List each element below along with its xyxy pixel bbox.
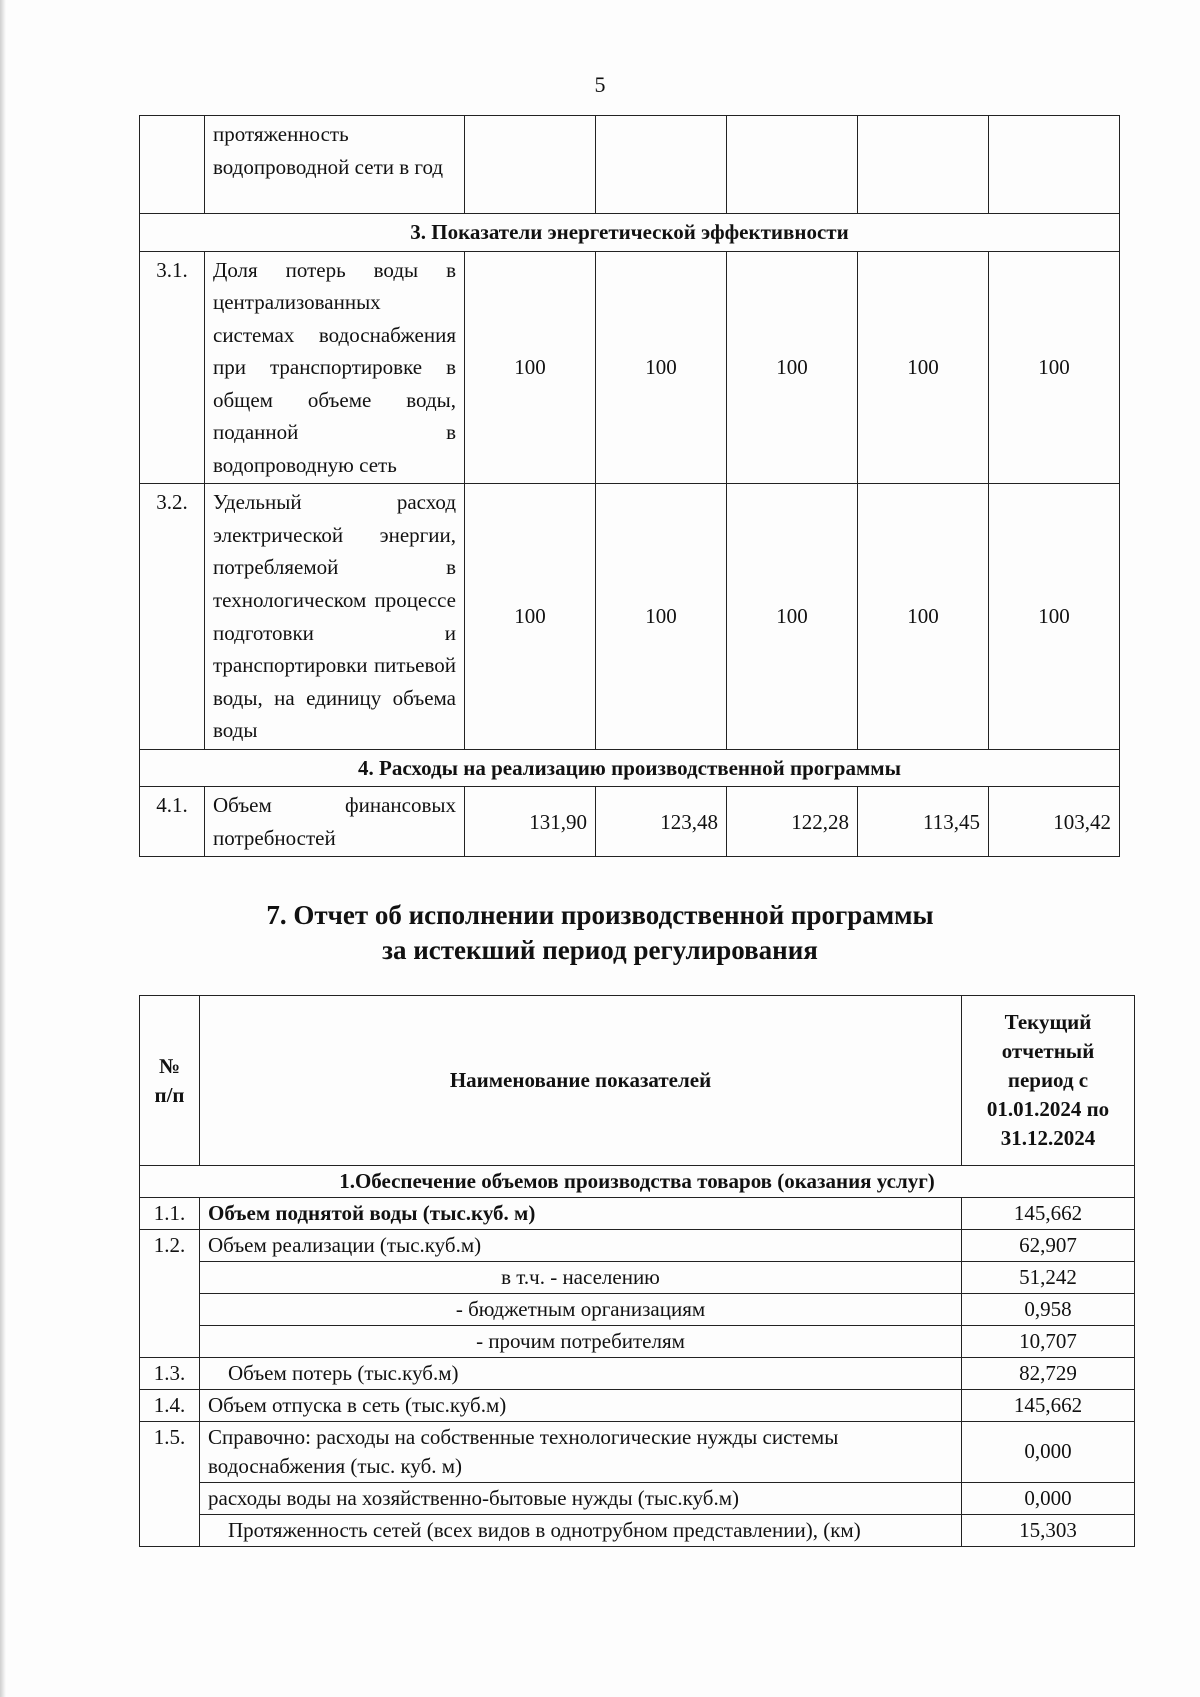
row-number: 1.1. (140, 1197, 200, 1229)
report-heading (0, 898, 1200, 968)
value-cell: 62,907 (962, 1229, 1135, 1261)
row-name: расходы воды на хозяйственно-бытовые нужды (тыс.куб.м) (200, 1482, 962, 1514)
value-cell: 51,242 (962, 1261, 1135, 1293)
value-cell: 123,48 (596, 787, 727, 857)
table-row (140, 787, 1120, 857)
row-number: 1.5. (140, 1421, 200, 1546)
row-name: Доля потерь воды в централизованных системах водоснабжения при транспортировке в общем объеме воды, поданной в водопроводную сеть (205, 251, 465, 484)
value-cell: 100 (989, 484, 1120, 749)
table-row (140, 484, 1120, 749)
value-cell (727, 116, 858, 214)
value-cell: 10,707 (962, 1325, 1135, 1357)
section-title: 1.Обеспечение объемов производства товаров (оказания услуг) (140, 1166, 1135, 1198)
row-name: протяженность водопроводной сети в год (205, 116, 465, 214)
value-cell: 15,303 (962, 1514, 1135, 1546)
page-number: 5 (594, 72, 606, 97)
value-cell: 100 (727, 251, 858, 484)
row-name: Протяженность сетей (всех видов в однотрубном представлении), (км) (200, 1514, 962, 1546)
section-row (140, 749, 1120, 787)
value-cell: 145,662 (962, 1389, 1135, 1421)
header-period: Текущий отчетный период с 01.01.2024 по 31.12.2024 (962, 996, 1135, 1166)
value-cell: 100 (596, 251, 727, 484)
value-cell: 100 (989, 251, 1120, 484)
section-title: 3. Показатели энергетической эффективности (140, 214, 1120, 252)
scan-edge (0, 0, 6, 1697)
table-row (140, 1482, 1135, 1514)
value-cell: 0,958 (962, 1293, 1135, 1325)
value-cell: 100 (858, 484, 989, 749)
value-cell: 122,28 (727, 787, 858, 857)
heading-line: за истекший период регулирования (382, 935, 818, 966)
value-cell: 100 (465, 251, 596, 484)
row-name: Объем поднятой воды (тыс.куб. м) (200, 1197, 962, 1229)
value-cell (858, 116, 989, 214)
value-cell (596, 116, 727, 214)
section-row (140, 214, 1120, 252)
row-name: Объем потерь (тыс.куб.м) (200, 1357, 962, 1389)
value-cell: 100 (465, 484, 596, 749)
table-row (140, 1229, 1135, 1261)
table-row (140, 1389, 1135, 1421)
row-name: Объем реализации (тыс.куб.м) (200, 1229, 962, 1261)
table-row (140, 251, 1120, 484)
row-number (140, 116, 205, 214)
section-row (140, 1166, 1135, 1198)
row-number: 1.2. (140, 1229, 200, 1357)
row-number: 4.1. (140, 787, 205, 857)
report-table (139, 995, 1135, 1547)
row-name: Объем финансовых потребностей (205, 787, 465, 857)
row-name: Объем отпуска в сеть (тыс.куб.м) (200, 1389, 962, 1421)
indicators-table (139, 115, 1120, 857)
row-number: 1.3. (140, 1357, 200, 1389)
table-row (140, 1261, 1135, 1293)
value-cell: 100 (727, 484, 858, 749)
table-row (140, 116, 1120, 214)
table-row (140, 1325, 1135, 1357)
table-row (140, 1197, 1135, 1229)
value-cell (989, 116, 1120, 214)
table-row (140, 1421, 1135, 1482)
value-cell: 82,729 (962, 1357, 1135, 1389)
value-cell: 100 (596, 484, 727, 749)
value-cell: 0,000 (962, 1421, 1135, 1482)
row-number: 1.4. (140, 1389, 200, 1421)
header-name: Наименование показателей (200, 996, 962, 1166)
value-cell: 113,45 (858, 787, 989, 857)
value-cell: 131,90 (465, 787, 596, 857)
row-name: Справочно: расходы на собственные технологические нужды системы водоснабжения (тыс. куб. м) (200, 1421, 962, 1482)
row-name: Удельный расход электрической энергии, потребляемой в технологическом процессе подготовки и транспортировки питьевой воды, на единицу объема воды (205, 484, 465, 749)
value-cell: 100 (858, 251, 989, 484)
table-row (140, 1357, 1135, 1389)
value-cell: 103,42 (989, 787, 1120, 857)
heading-line: 7. Отчет об исполнении производственной программы (266, 900, 934, 930)
row-number: 3.1. (140, 251, 205, 484)
row-name: - прочим потребителям (200, 1325, 962, 1357)
row-name: в т.ч. - населению (200, 1261, 962, 1293)
value-cell: 145,662 (962, 1197, 1135, 1229)
section-title: 4. Расходы на реализацию производственной программы (140, 749, 1120, 787)
value-cell (465, 116, 596, 214)
row-number: 3.2. (140, 484, 205, 749)
table-row (140, 1514, 1135, 1546)
header-num: № п/п (140, 996, 200, 1166)
table-row (140, 1293, 1135, 1325)
row-name: - бюджетным организациям (200, 1293, 962, 1325)
header-row (140, 996, 1135, 1166)
value-cell: 0,000 (962, 1482, 1135, 1514)
